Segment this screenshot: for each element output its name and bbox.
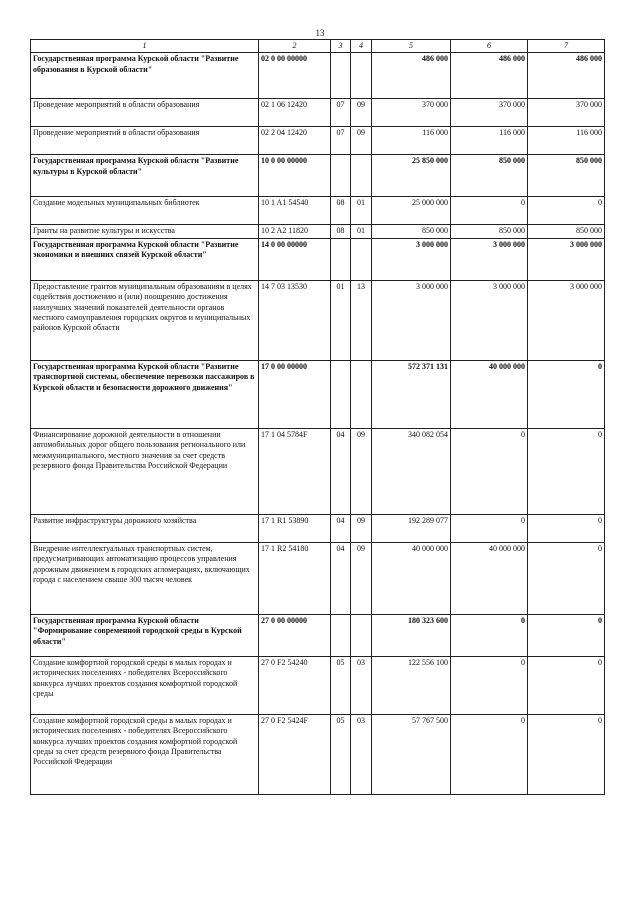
row-subsection: 09 xyxy=(351,127,372,155)
row-amount-col5: 850 000 xyxy=(372,225,451,238)
row-amount-col5: 25 000 000 xyxy=(372,197,451,225)
row-amount-col5: 25 850 000 xyxy=(372,155,451,197)
row-code: 14 7 03 13530 xyxy=(259,280,331,360)
row-amount-col7: 0 xyxy=(528,542,605,614)
row-amount-col6: 40 000 000 xyxy=(451,360,528,428)
row-section: 05 xyxy=(331,656,351,714)
row-name: Государственная программа Курской области "Развитие образования в Курской области" xyxy=(31,53,259,99)
row-section xyxy=(331,238,351,280)
table-row xyxy=(31,197,605,225)
row-name: Создание комфортной городской среды в малых городах и исторических поселениях - победителях Всероссийского конкурса лучших проектов создания комфортной городской среды за счет средств резервного фонда Правительства Российской Федерации xyxy=(31,714,259,794)
row-section: 04 xyxy=(331,514,351,542)
table-row xyxy=(31,714,605,794)
row-name: Проведение мероприятий в области образования xyxy=(31,127,259,155)
table-row xyxy=(31,225,605,238)
column-header: 2 xyxy=(259,40,331,53)
row-name: Государственная программа Курской области "Развитие экономики и внешних связей Курской области" xyxy=(31,238,259,280)
row-section: 08 xyxy=(331,197,351,225)
row-section xyxy=(331,614,351,656)
row-amount-col5: 3 000 000 xyxy=(372,238,451,280)
row-name: Создание комфортной городской среды в малых городах и исторических поселениях - победителях Всероссийского конкурса лучших проектов создания комфортной городской среды xyxy=(31,656,259,714)
row-subsection: 09 xyxy=(351,542,372,614)
row-amount-col6: 486 000 xyxy=(451,53,528,99)
row-section xyxy=(331,360,351,428)
row-amount-col6: 116 000 xyxy=(451,127,528,155)
row-name: Проведение мероприятий в области образования xyxy=(31,99,259,127)
row-section: 04 xyxy=(331,542,351,614)
row-name: Предоставление грантов муниципальным образованиям в целях содействия достижению и (или) поощрению достижения наилучших значений показателей деятельности органов местного самоуправления городских округов и муниципальных районов Курской области xyxy=(31,280,259,360)
column-header: 6 xyxy=(451,40,528,53)
row-amount-col6: 0 xyxy=(451,614,528,656)
row-amount-col6: 850 000 xyxy=(451,225,528,238)
row-amount-col5: 3 000 000 xyxy=(372,280,451,360)
row-amount-col7: 850 000 xyxy=(528,155,605,197)
row-subsection xyxy=(351,155,372,197)
row-amount-col6: 0 xyxy=(451,714,528,794)
row-code: 17 1 04 5784F xyxy=(259,428,331,514)
row-code: 17 1 R2 54180 xyxy=(259,542,331,614)
row-amount-col7: 0 xyxy=(528,614,605,656)
row-code: 27 0 00 00000 xyxy=(259,614,331,656)
table-row xyxy=(31,542,605,614)
row-amount-col7: 0 xyxy=(528,197,605,225)
row-subsection: 09 xyxy=(351,428,372,514)
row-code: 27 0 F2 5424F xyxy=(259,714,331,794)
row-amount-col5: 340 082 054 xyxy=(372,428,451,514)
row-amount-col7: 850 000 xyxy=(528,225,605,238)
row-section xyxy=(331,155,351,197)
table-row xyxy=(31,360,605,428)
row-amount-col7: 0 xyxy=(528,656,605,714)
column-header: 5 xyxy=(372,40,451,53)
row-name: Государственная программа Курской области "Развитие культуры в Курской области" xyxy=(31,155,259,197)
column-header: 3 xyxy=(331,40,351,53)
row-amount-col5: 192 289 077 xyxy=(372,514,451,542)
row-code: 17 1 R1 53890 xyxy=(259,514,331,542)
row-name: Развитие инфраструктуры дорожного хозяйства xyxy=(31,514,259,542)
table-row xyxy=(31,155,605,197)
row-code: 27 0 F2 54240 xyxy=(259,656,331,714)
row-code: 02 2 04 12420 xyxy=(259,127,331,155)
row-amount-col6: 3 000 000 xyxy=(451,280,528,360)
table-row xyxy=(31,127,605,155)
row-subsection: 09 xyxy=(351,99,372,127)
row-amount-col7: 486 000 xyxy=(528,53,605,99)
row-subsection xyxy=(351,360,372,428)
row-amount-col7: 116 000 xyxy=(528,127,605,155)
row-amount-col6: 370 000 xyxy=(451,99,528,127)
table-row xyxy=(31,280,605,360)
column-header: 4 xyxy=(351,40,372,53)
row-code: 10 2 A2 11820 xyxy=(259,225,331,238)
row-code: 17 0 00 00000 xyxy=(259,360,331,428)
row-name: Государственная программа Курской области "Формирование современной городской среды в Курской области" xyxy=(31,614,259,656)
row-code: 02 0 00 00000 xyxy=(259,53,331,99)
header-row xyxy=(31,40,605,53)
row-name: Внедрение интеллектуальных транспортных систем, предусматривающих автоматизацию процессов управления дорожным движением в городских агломерациях, включающих города с населением свыше 300 тысяч человек xyxy=(31,542,259,614)
row-amount-col6: 0 xyxy=(451,514,528,542)
row-amount-col6: 850 000 xyxy=(451,155,528,197)
row-name: Государственная программа Курской области "Развитие транспортной системы, обеспечение перевозки пассажиров в Курской области и безопасности дорожного движения" xyxy=(31,360,259,428)
row-amount-col6: 0 xyxy=(451,428,528,514)
row-amount-col5: 572 371 131 xyxy=(372,360,451,428)
row-amount-col5: 57 767 500 xyxy=(372,714,451,794)
row-amount-col7: 0 xyxy=(528,514,605,542)
row-amount-col5: 486 000 xyxy=(372,53,451,99)
row-amount-col5: 40 000 000 xyxy=(372,542,451,614)
row-name: Создание модельных муниципальных библиотек xyxy=(31,197,259,225)
row-amount-col7: 0 xyxy=(528,714,605,794)
row-subsection xyxy=(351,238,372,280)
row-amount-col6: 40 000 000 xyxy=(451,542,528,614)
row-amount-col6: 3 000 000 xyxy=(451,238,528,280)
row-code: 02 1 06 12420 xyxy=(259,99,331,127)
row-section: 04 xyxy=(331,428,351,514)
row-code: 10 0 00 00000 xyxy=(259,155,331,197)
row-amount-col7: 0 xyxy=(528,360,605,428)
row-amount-col7: 3 000 000 xyxy=(528,280,605,360)
row-code: 14 0 00 00000 xyxy=(259,238,331,280)
row-code: 10 1 A1 54540 xyxy=(259,197,331,225)
row-section: 07 xyxy=(331,99,351,127)
row-amount-col7: 3 000 000 xyxy=(528,238,605,280)
row-subsection: 03 xyxy=(351,656,372,714)
row-section: 01 xyxy=(331,280,351,360)
row-amount-col7: 370 000 xyxy=(528,99,605,127)
row-amount-col5: 116 000 xyxy=(372,127,451,155)
column-header: 1 xyxy=(31,40,259,53)
row-amount-col5: 122 556 100 xyxy=(372,656,451,714)
row-amount-col7: 0 xyxy=(528,428,605,514)
table-row xyxy=(31,514,605,542)
row-section: 05 xyxy=(331,714,351,794)
row-subsection: 13 xyxy=(351,280,372,360)
row-subsection xyxy=(351,614,372,656)
page-number: 13 xyxy=(315,28,325,38)
row-amount-col5: 370 000 xyxy=(372,99,451,127)
row-subsection: 01 xyxy=(351,197,372,225)
row-section xyxy=(331,53,351,99)
table-row xyxy=(31,99,605,127)
table-row xyxy=(31,614,605,656)
row-subsection: 03 xyxy=(351,714,372,794)
table-row xyxy=(31,428,605,514)
row-section: 07 xyxy=(331,127,351,155)
row-subsection: 01 xyxy=(351,225,372,238)
column-header: 7 xyxy=(528,40,605,53)
table-row xyxy=(31,656,605,714)
budget-table xyxy=(30,39,605,795)
row-amount-col5: 180 323 600 xyxy=(372,614,451,656)
table-row xyxy=(31,238,605,280)
row-name: Гранты на развитие культуры и искусства xyxy=(31,225,259,238)
row-name: Финансирование дорожной деятельности в отношении автомобильных дорог общего пользования регионального или межмуниципального, местного значения за счет средств резервного фонда Правительства Российской Федерации xyxy=(31,428,259,514)
table-row xyxy=(31,53,605,99)
row-amount-col6: 0 xyxy=(451,656,528,714)
row-amount-col6: 0 xyxy=(451,197,528,225)
row-section: 08 xyxy=(331,225,351,238)
row-subsection: 09 xyxy=(351,514,372,542)
row-subsection xyxy=(351,53,372,99)
